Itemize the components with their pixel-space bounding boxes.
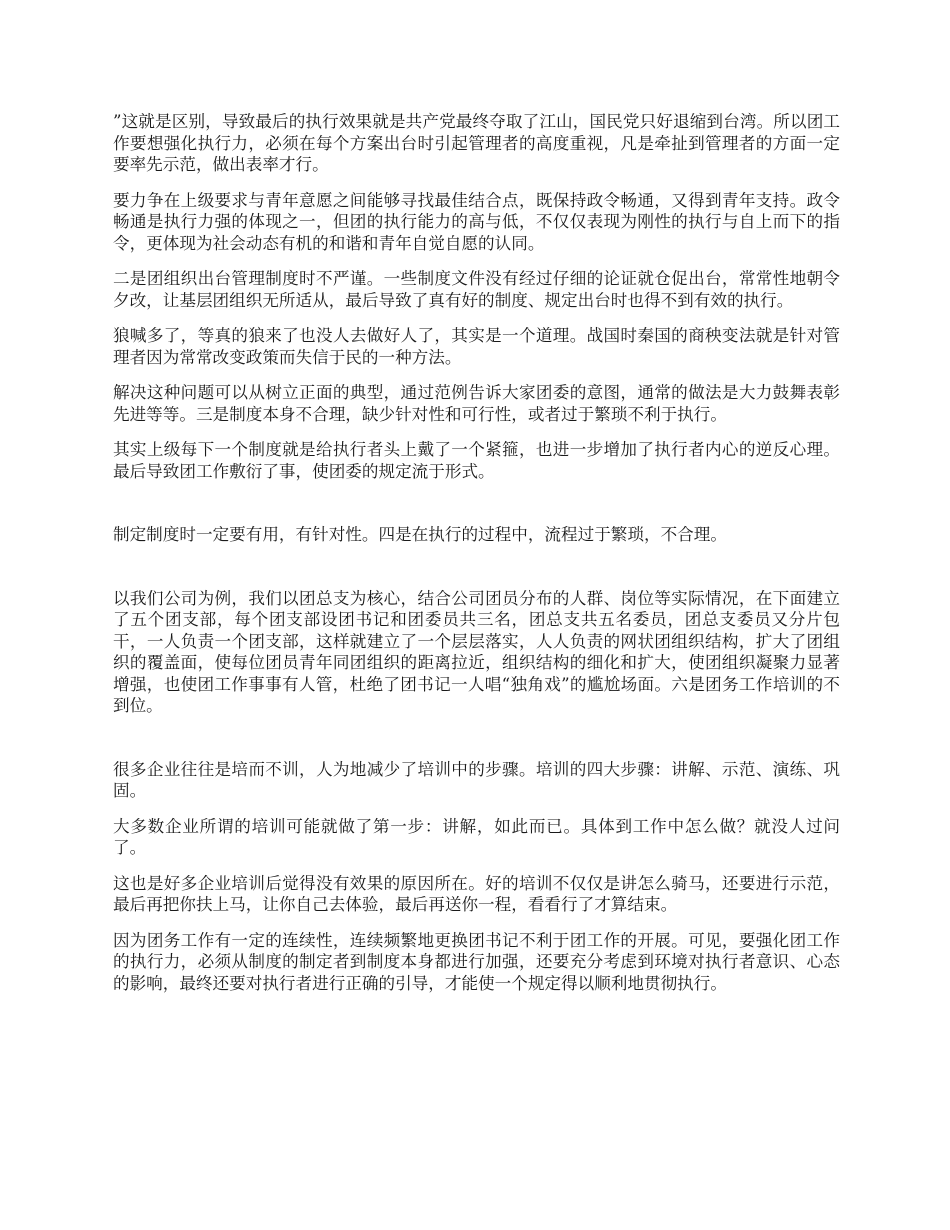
section-gap xyxy=(113,546,840,588)
paragraph-5: 解决这种问题可以从树立正面的典型，通过范例告诉大家团委的意图，通常的做法是大力鼓舞表彰先进等等。三是制度本身不合理，缺少针对性和可行性，或者过于繁琐不利于执行。 xyxy=(113,383,840,424)
paragraph-gap xyxy=(113,859,840,873)
paragraph-2: 要力争在上级要求与青年意愿之间能够寻找最佳结合点，既保持政令畅通，又得到青年支持。政令畅通是执行力强的体现之一，但团的执行能力的高与低，不仅仅表现为刚性的执行与自上而下的指令，更体现为社会动态有机的和谐和青年自觉自愿的认同。 xyxy=(113,190,840,253)
paragraph-7: 制定制度时一定要有用，有针对性。四是在执行的过程中，流程过于繁琐，不合理。 xyxy=(113,525,727,544)
paragraph-10: 大多数企业所谓的培训可能就做了第一步：讲解，如此而已。具体到工作中怎么做？就没人过问了。 xyxy=(113,816,840,857)
paragraph-gap xyxy=(113,425,840,439)
paragraph-12: 因为团务工作有一定的连续性，连续频繁地更换团书记不利于团工作的开展。可见，要强化团工作的执行力，必须从制度的制定者到制度本身都进行加强，还要充分考虑到环境对执行者意识、心态的影响，最终还要对执行者进行正确的引导，才能使一个规定得以顺利地贯彻执行。 xyxy=(113,930,840,993)
paragraph-3: 二是团组织出台管理制度时不严谨。一些制度文件没有经过仔细的论证就仓促出台，常常性地朝令夕改，让基层团组织无所适从，最后导致了真有好的制度、规定出台时也得不到有效的执行。 xyxy=(113,269,840,310)
paragraph-gap xyxy=(113,176,840,190)
paragraph-gap xyxy=(113,311,840,325)
paragraph-9: 很多企业往往是培而不训，人为地减少了培训中的步骤。培训的四大步骤：讲解、示范、演练、巩固。 xyxy=(113,759,840,800)
paragraph-6: 其实上级每下一个制度就是给执行者头上戴了一个紧箍，也进一步增加了执行者内心的逆反心理。最后导致团工作敷衍了事，使团委的规定流于形式。 xyxy=(113,440,840,481)
section-gap xyxy=(113,717,840,759)
paragraph-gap xyxy=(113,254,840,268)
paragraph-1: ”这就是区别，导致最后的执行效果就是共产党最终夺取了江山，国民党只好退缩到台湾。所以团工作要想强化执行力，必须在每个方案出台时引起管理者的高度重视，凡是牵扯到管理者的方面一定要率先示范，做出表率才行。 xyxy=(113,112,840,174)
paragraph-4: 狼喊多了，等真的狼来了也没人去做好人了，其实是一个道理。战国时秦国的商秧变法就是针对管理者因为常常改变政策而失信于民的一种方法。 xyxy=(113,326,840,367)
paragraph-11: 这也是好多企业培训后觉得没有效果的原因所在。好的培训不仅仅是讲怎么骑马，还要进行示范，最后再把你扶上马，让你自己去体验，最后再送你一程，看看行了才算结束。 xyxy=(113,873,840,914)
paragraph-gap xyxy=(113,916,840,930)
document-page xyxy=(113,111,840,994)
section-gap xyxy=(113,482,840,524)
paragraph-gap xyxy=(113,368,840,382)
paragraph-gap xyxy=(113,802,840,816)
paragraph-8: 以我们公司为例，我们以团总支为核心，结合公司团员分布的人群、岗位等实际情况，在下面建立了五个团支部，每个团支部设团书记和团委员共三名，团总支共五名委员，团总支委员又分片包干，一人负责一个团支部，这样就建立了一个层层落实，人人负责的网状团组织结构，扩大了团组织的覆盖面，使每位团员青年同团组织的距离拉近，组织结构的细化和扩大，使团组织凝聚力显著增强，也使团工作事事有人管，杜绝了团书记一人唱“独角戏”的尴尬场面。六是团务工作培训的不到位。 xyxy=(113,588,840,715)
